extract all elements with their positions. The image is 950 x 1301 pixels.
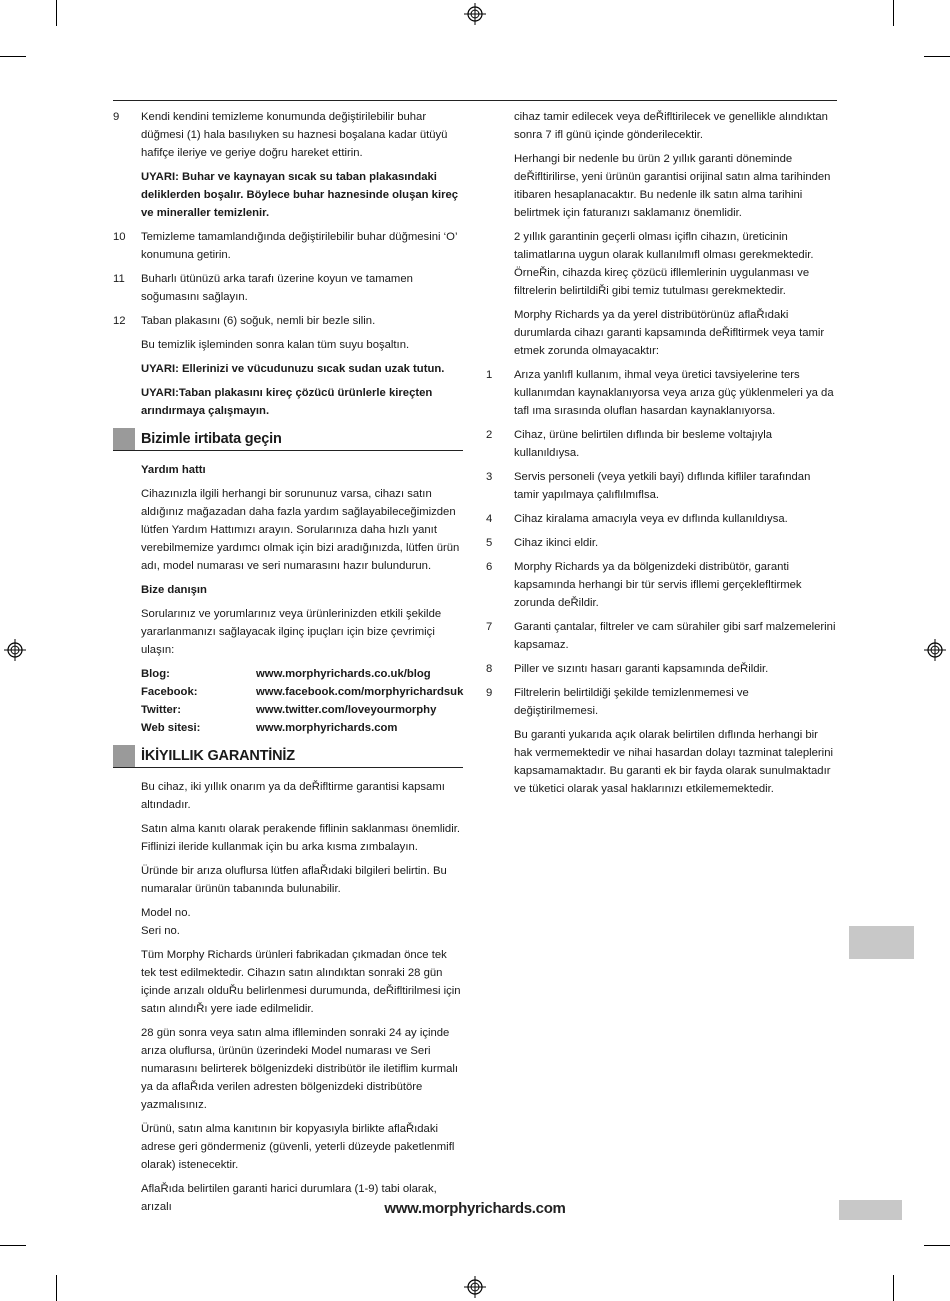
exclusion-item [486,366,836,420]
contact-link[interactable]: www.twitter.com/loveyourmorphy [256,704,437,716]
exclusion-text: Filtrelerin belirtildiği şekilde temizlenmemesi ve değiştirilmemesi. [514,687,749,717]
contact-label: Web sitesi: [141,722,201,734]
registration-mark-icon [924,639,946,661]
top-rule [113,100,837,101]
exclusion-text: Piller ve sızıntı hasarı garanti kapsamında deŘildir. [514,663,769,675]
warranty-paragraph: Tüm Morphy Richards ürünleri fabrikadan çıkmadan önce tek tek test edilmektedir. Cihazın satın alındıktan sonraki 28 gün içinde arızalı olduŘu belirlenmesi durumunda, deŘifltirilmesi için satın alındıŘı yere iade edilmelidir. [141,949,461,1015]
warranty-paragraph: Herhangi bir nedenle bu ürün 2 yıllık garanti döneminde deŘifltirilirse, yeni ürünün garantisi orijinal satın alma tarihinden itibaren hesaplanacaktır. Bu nedenle ilk satın alma tarihini belirtmek için faturanızı saklamanız önemlidir. [514,153,831,219]
warranty-paragraph: Üründe bir arıza oluflursa lütfen aflaŘıdaki bilgileri belirtin. Bu numaralar ürünün tabanında bulunabilir. [141,865,447,895]
ask-text: Sorularınız ve yorumlarınız veya ürünlerinizden etkili şekilde yararlanmanızı sağlayacak ilginç ipuçları için bize çevrimiçi ulaşın: [141,608,442,656]
registration-mark-icon [464,3,486,25]
crop-mark [56,1275,57,1301]
contact-row [141,683,463,701]
subheading-helpline: Yardım hattı [141,464,206,476]
step-text: Temizleme tamamlandığında değiştirilebilir buhar düğmesini ‘O’ konumuna getirin. [141,231,458,261]
warranty-paragraph: cihaz tamir edilecek veya deŘifltirilecek ve genellikle alındıktan sonra 7 ifl günü içinde gönderilecektir. [514,111,828,141]
exclusion-number: 8 [486,663,493,675]
right-column [486,108,836,804]
exclusion-item [486,534,836,552]
warning-text: UYARI: Buhar ve kaynayan sıcak su taban plakasındaki deliklerden boşalır. Böylece buhar haznesinde oluşan kireç ve mineraller temizlenir. [141,171,459,219]
exclusion-item [486,684,836,720]
crop-mark [0,1245,26,1246]
contact-link[interactable]: www.morphyrichards.com [256,722,398,734]
exclusion-number: 1 [486,369,493,381]
section-heading-warranty [113,745,463,768]
step-note: Bu temizlik işleminden sonra kalan tüm suyu boşaltın. [141,339,410,351]
step-item [113,228,463,264]
step-item [113,270,463,306]
exclusion-number: 2 [486,429,493,441]
exclusion-text: Arıza yanlıfl kullanım, ihmal veya üretici tavsiyelerine ters kullanımdan kaynaklanıyorsa veya arıza güç yüklenmeleri ya da tafl ıma sırasında oluflan hasardan kaynaklanıyorsa. [514,369,834,417]
contact-row [141,719,463,737]
exclusion-item [486,510,836,528]
heading-box [113,745,135,767]
step-number: 9 [113,111,120,123]
crop-mark [0,56,26,57]
warranty-paragraph: Ürünü, satın alma kanıtının bir kopyasıyla birlikte aflaŘıdaki adrese geri göndermeniz (güvenli, yeterli düzeyde paketlenmifl olarak) istenecektir. [141,1123,455,1171]
step-number: 10 [113,231,126,243]
warranty-paragraph: Bu cihaz, iki yıllık onarım ya da deŘifltirme garantisi kapsamı altındadır. [141,781,445,811]
step-text: Kendi kendini temizleme konumunda değiştirilebilir buhar düğmesi (1) hala basılıyken su haznesi boşalana kadar ütüyü hafifçe ileriye ve geriye doğru hareket ettirin. [141,111,448,159]
contact-label: Blog: [141,668,170,680]
crop-mark [893,1275,894,1301]
step-number: 12 [113,315,126,327]
exclusion-number: 6 [486,561,493,573]
warranty-paragraph: 2 yıllık garantinin geçerli olması içifln cihazın, üreticinin talimatlarına uygun olarak kullanılmıfl olması gerekmektedir. ÖrneŘin, cihazda kireç çözücü ifllemlerinin uygulanması ve filtrelerin belirtildiŘi gibi temiz tutulması gerekmektedir. [514,231,814,297]
step-text: Buharlı ütünüzü arka tarafı üzerine koyun ve tamamen soğumasını sağlayın. [141,273,413,303]
exclusion-text: Cihaz, ürüne belirtilen dıflında bir besleme voltajıyla kullanıldıysa. [514,429,773,459]
crop-mark [56,0,57,26]
contact-link[interactable]: www.morphyrichards.co.uk/blog [256,668,431,680]
language-tab [849,926,914,959]
warranty-paragraph: 28 gün sonra veya satın alma iflleminden sonraki 24 ay içinde arıza oluflursa, ürünün üzerindeki Model numarası ve Seri numarasını belirterek bölgenizdeki distribütör ile iletiflim kurmalı ya da aflaŘıda verilen adresten bölgenizdeki distribütöre yazmalısınız. [141,1027,459,1111]
section-heading-contact [113,428,463,451]
section-title: İKİYILLIK GARANTİNİZ [141,748,295,764]
contact-row [141,701,463,719]
warranty-paragraph: Bu garanti yukarıda açık olarak belirtilen dıflında herhangi bir hak vermemektedir ve nihai hasardan dolayı tazminat taleplerini kapsamamaktadır. Bu garanti ek bir fayda olarak sunulmaktadır ve tüketici olarak yasal haklarınızı etkilememektedir. [514,729,833,795]
exclusion-number: 5 [486,537,493,549]
exclusion-number: 3 [486,471,493,483]
step-text: Taban plakasını (6) soğuk, nemli bir bezle silin. [141,315,376,327]
exclusion-text: Garanti çantalar, filtreler ve cam sürahiler gibi sarf malzemelerini kapsamaz. [514,621,836,651]
contact-label: Twitter: [141,704,181,716]
contact-label: Facebook: [141,686,198,698]
exclusion-text: Cihaz ikinci eldir. [514,537,599,549]
crop-mark [893,0,894,26]
exclusion-text: Morphy Richards ya da bölgenizdeki distribütör, garanti kapsamında herhangi bir tür servis ifllemi gerçeklefltirmek zorunda deŘildir. [514,561,802,609]
exclusion-item [486,558,836,612]
warranty-paragraph: AflaŘıda belirtilen garanti harici durumlara (1-9) tabi olarak, arızalı [141,1183,437,1213]
warranty-paragraph: Satın alma kanıtı olarak perakende fiflinin saklanması önemlidir. Fiflinizi ileride kullanmak için bu arka kısma zımbalayın. [141,823,460,853]
step-item [113,108,463,162]
exclusion-text: Cihaz kiralama amacıyla veya ev dıflında kullanıldıysa. [514,513,788,525]
exclusion-number: 7 [486,621,493,633]
heading-box [113,428,135,450]
crop-mark [924,1245,950,1246]
helpline-text: Cihazınızla ilgili herhangi bir sorununuz varsa, cihazı satın aldığınız mağazadan daha fazla yardım sağlayabileceğimizden lütfen Yardım Hattımızı arayın. Sorularınıza daha hızlı yanıt verebilmemize yardımcı olmak için bizi aradığınızda, lütfen ürün adı, model numarası ve seri numarasını hazır bulundurun. [141,488,460,572]
crop-mark [924,56,950,57]
section-title: Bizimle irtibata geçin [141,431,282,447]
step-item [113,312,463,330]
warranty-paragraph: Morphy Richards ya da yerel distribütörünüz aflaŘıdaki durumlarda cihazı garanti kapsamında deŘifltirmek veya tamir etmek zorunda olmayacaktır: [514,309,825,357]
warning-text: UYARI:Taban plakasını kireç çözücü ürünlerle kireçten arındırmaya çalışmayın. [141,387,433,417]
footer-website[interactable]: www.morphyrichards.com [384,1200,566,1217]
exclusion-item [486,468,836,504]
registration-mark-icon [464,1276,486,1298]
contact-row [141,665,463,683]
exclusion-item [486,426,836,462]
model-no-label: Model no. [141,907,191,919]
exclusion-item [486,660,836,678]
contact-list [113,665,463,737]
exclusion-item [486,618,836,654]
step-number: 11 [113,273,125,285]
exclusion-number: 4 [486,513,493,525]
subheading-ask: Bize danışın [141,584,207,596]
exclusion-number: 9 [486,687,493,699]
left-column [113,108,463,1222]
warning-text: UYARI: Ellerinizi ve vücudunuzu sıcak sudan uzak tutun. [141,363,445,375]
contact-link[interactable]: www.facebook.com/morphyrichardsuk [256,686,464,698]
exclusion-text: Servis personeli (veya yetkili bayi) dıflında kifliler tarafından tamir yapılmaya çalıflılmıflsa. [514,471,811,501]
registration-mark-icon [4,639,26,661]
serial-no-label: Seri no. [141,925,180,937]
